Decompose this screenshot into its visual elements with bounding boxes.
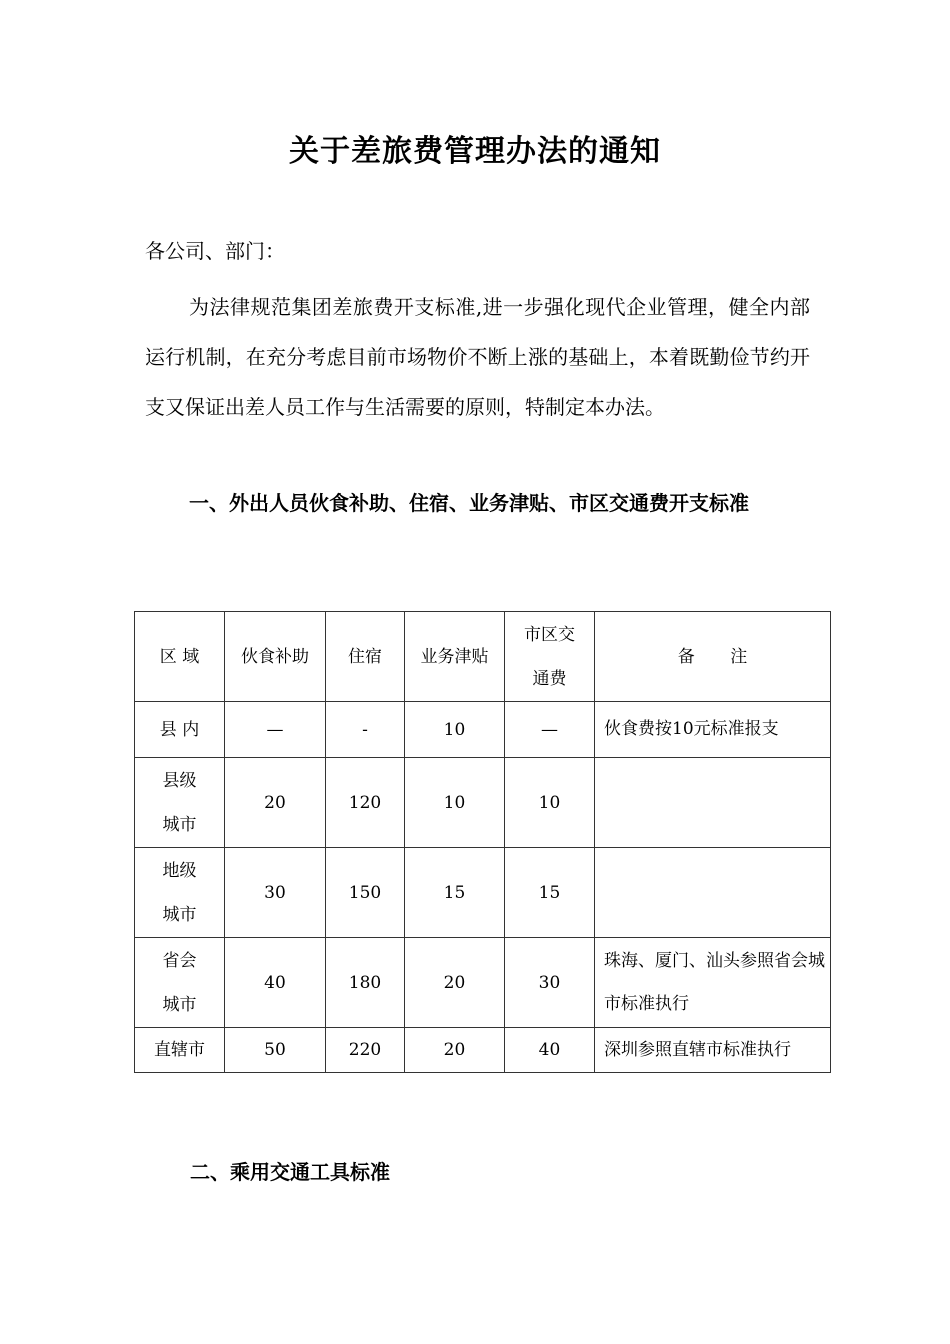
table-row bbox=[135, 758, 831, 848]
header-transport-line1: 市区交 bbox=[524, 624, 575, 645]
cell-transport: 30 bbox=[505, 938, 595, 1028]
cell-meal: 50 bbox=[225, 1028, 326, 1073]
header-transport bbox=[505, 612, 595, 702]
cell-meal: 20 bbox=[225, 758, 326, 848]
header-transport-line2: 通费 bbox=[532, 668, 567, 689]
header-note: 备 注 bbox=[595, 612, 831, 702]
table-row bbox=[135, 938, 831, 1028]
cell-lodging: 120 bbox=[326, 758, 405, 848]
cell-region-line2: 城市 bbox=[162, 904, 197, 925]
cell-region bbox=[135, 848, 225, 938]
cell-note: 珠海、厦门、汕头参照省会城市标准执行 bbox=[595, 938, 831, 1028]
section-1-heading: 一、外出人员伙食补助、住宿、业务津贴、市区交通费开支标准 bbox=[189, 491, 749, 515]
cell-transport: 15 bbox=[505, 848, 595, 938]
cell-lodging: 220 bbox=[326, 1028, 405, 1073]
cell-allowance: 15 bbox=[405, 848, 505, 938]
header-lodging: 住宿 bbox=[326, 612, 405, 702]
table-row bbox=[135, 702, 831, 758]
cell-lodging: 180 bbox=[326, 938, 405, 1028]
expense-standard-table bbox=[134, 611, 831, 1073]
header-region: 区 域 bbox=[135, 612, 225, 702]
cell-region-line2: 城市 bbox=[162, 994, 197, 1015]
cell-allowance: 10 bbox=[405, 758, 505, 848]
cell-region bbox=[135, 758, 225, 848]
cell-region bbox=[135, 938, 225, 1028]
cell-transport: 40 bbox=[505, 1028, 595, 1073]
cell-note: 深圳参照直辖市标准执行 bbox=[595, 1028, 831, 1073]
cell-lodging: 150 bbox=[326, 848, 405, 938]
cell-allowance: 20 bbox=[405, 938, 505, 1028]
document-title: 关于差旅费管理办法的通知 bbox=[289, 134, 661, 169]
cell-note bbox=[595, 758, 831, 848]
table-header-row bbox=[135, 612, 831, 702]
cell-allowance: 20 bbox=[405, 1028, 505, 1073]
intro-paragraph: 为法律规范集团差旅费开支标准,进一步强化现代企业管理，健全内部运行机制，在充分考虑目前市场物价不断上涨的基础上，本着既勤俭节约开支又保证出差人员工作与生活需要的原则，特制定本办法。 bbox=[145, 295, 810, 419]
cell-transport: 10 bbox=[505, 758, 595, 848]
header-meal: 伙食补助 bbox=[225, 612, 326, 702]
cell-note: 伙食费按10元标准报支 bbox=[595, 702, 831, 758]
cell-meal: 30 bbox=[225, 848, 326, 938]
cell-region: 县 内 bbox=[135, 702, 225, 758]
cell-transport: — bbox=[505, 702, 595, 758]
cell-note bbox=[595, 848, 831, 938]
header-allowance: 业务津贴 bbox=[405, 612, 505, 702]
section-2-heading: 二、乘用交通工具标准 bbox=[190, 1160, 390, 1184]
table-row bbox=[135, 1028, 831, 1073]
cell-region-line1: 省会 bbox=[162, 950, 197, 971]
cell-lodging: - bbox=[326, 702, 405, 758]
cell-meal: — bbox=[225, 702, 326, 758]
cell-region: 直辖市 bbox=[135, 1028, 225, 1073]
cell-region-line2: 城市 bbox=[162, 814, 197, 835]
cell-region-line1: 地级 bbox=[162, 860, 197, 881]
table-row bbox=[135, 848, 831, 938]
salutation: 各公司、部门： bbox=[145, 239, 285, 263]
cell-meal: 40 bbox=[225, 938, 326, 1028]
cell-region-line1: 县级 bbox=[162, 770, 197, 791]
cell-allowance: 10 bbox=[405, 702, 505, 758]
